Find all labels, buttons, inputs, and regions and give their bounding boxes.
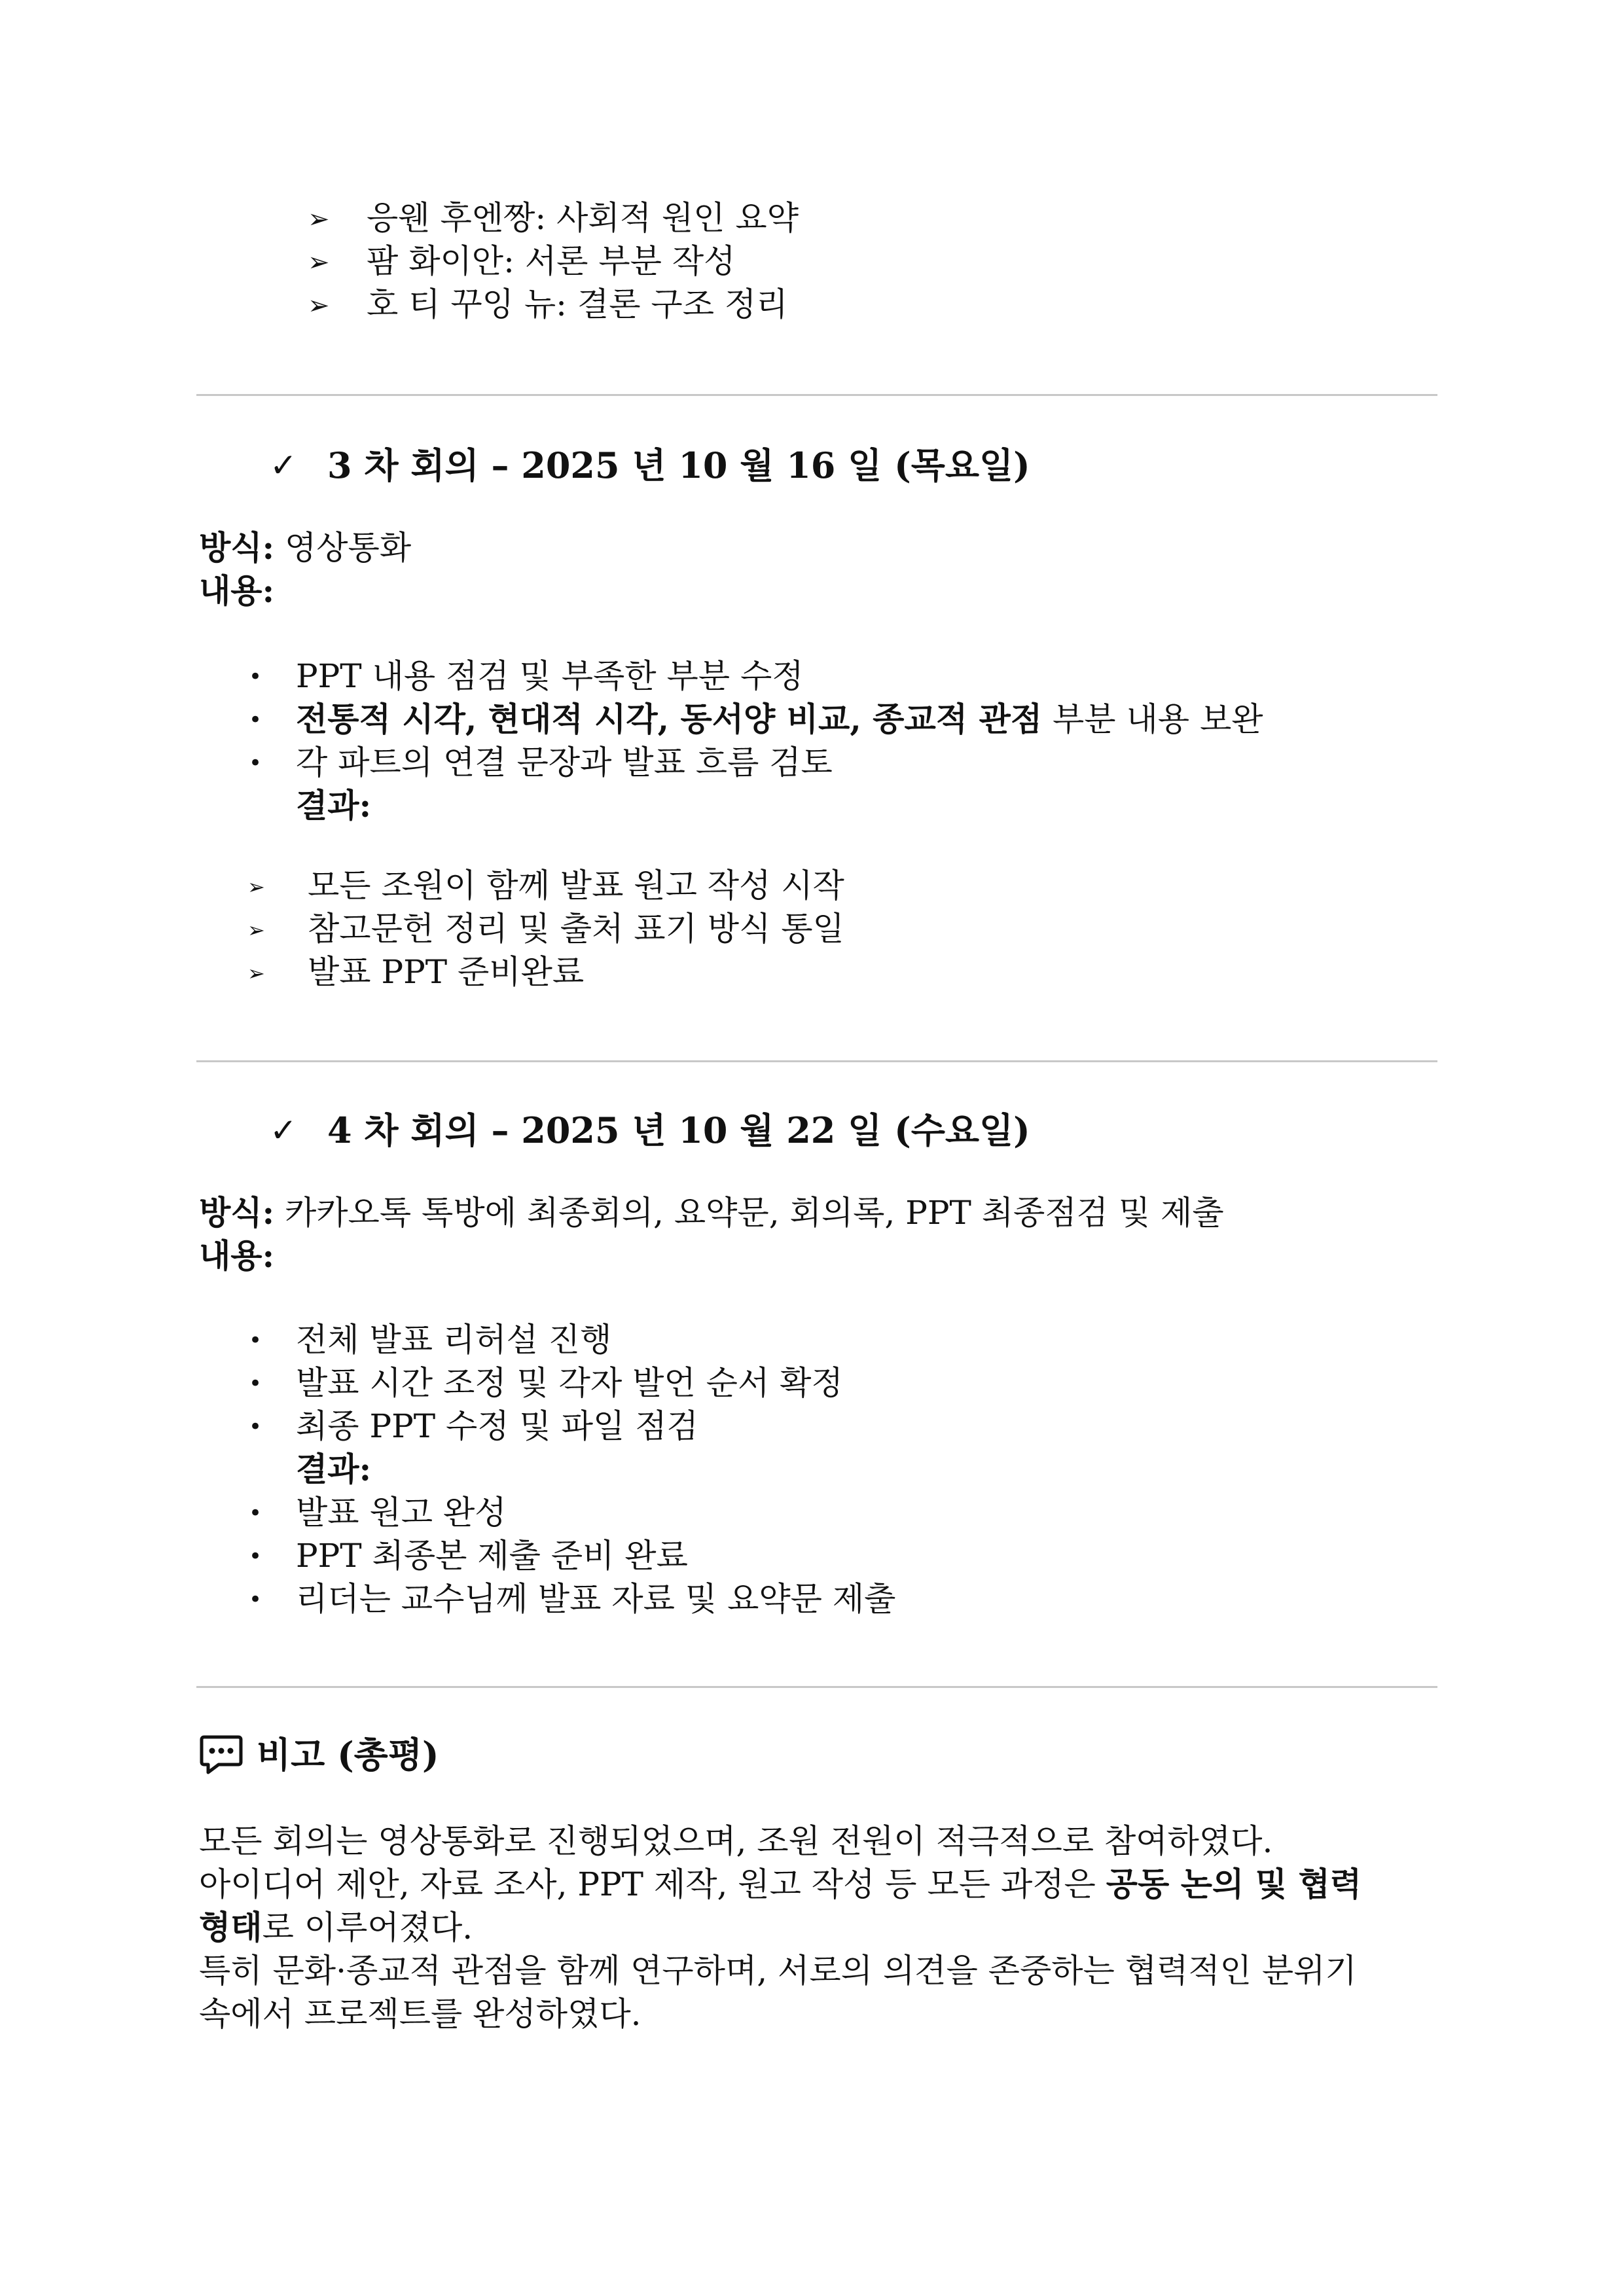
remarks-bold-text: 형태 bbox=[199, 1908, 262, 1946]
assignment-item: 응웬 후엔짱: 사회적 원인 요약 bbox=[367, 199, 799, 237]
arrow-bullet-icon: ➢ bbox=[308, 291, 330, 321]
check-icon: ✓ bbox=[270, 1111, 297, 1149]
meeting4-result-item: PPT 최종본 제출 준비 완료 bbox=[296, 1537, 688, 1575]
remarks-paragraph-line: 특히 문화·종교적 관점을 함께 연구하며, 서로의 의견을 존중하는 협력적인 분위기 bbox=[199, 1952, 1357, 1990]
arrow-bullet-icon: ➢ bbox=[308, 247, 330, 278]
bullet-icon: • bbox=[249, 1414, 262, 1440]
meeting4-method bbox=[199, 1191, 1224, 1234]
remarks-text: 로 이루어졌다. bbox=[262, 1909, 473, 1946]
arrow-bullet-icon: ➢ bbox=[308, 204, 330, 234]
arrow-bullet-icon: ➢ bbox=[247, 961, 265, 986]
meeting3-method bbox=[199, 526, 411, 569]
assignment-item: 팜 화이안: 서론 부분 작성 bbox=[367, 242, 736, 280]
meeting3-content-item: 각 파트의 연결 문장과 발표 흐름 검토 bbox=[296, 744, 833, 781]
bullet-icon: • bbox=[249, 1327, 262, 1354]
method-value: 영상통화 bbox=[274, 529, 412, 567]
assignment-item: 호 티 꾸잉 뉴: 결론 구조 정리 bbox=[367, 285, 788, 323]
remarks-paragraph-line: 속에서 프로젝트를 완성하였다. bbox=[199, 1995, 641, 2033]
meeting3-content-item: PPT 내용 점검 및 부족한 부분 수정 bbox=[296, 657, 804, 695]
remarks-paragraph-line: 모든 회의는 영상통화로 진행되었으며, 조원 전원이 적극적으로 참여하였다. bbox=[199, 1822, 1273, 1860]
arrow-bullet-icon: ➢ bbox=[247, 874, 265, 899]
method-label: 방식: bbox=[199, 1193, 275, 1232]
bullet-icon: • bbox=[249, 664, 262, 690]
remarks-text: 아이디어 제안, 자료 조사, PPT 제작, 원고 작성 등 모든 과정은 bbox=[199, 1865, 1106, 1903]
bullet-icon: • bbox=[249, 1500, 262, 1526]
bullet-icon: • bbox=[249, 1587, 262, 1613]
meeting4-content-item: 전체 발표 리허설 진행 bbox=[296, 1321, 612, 1359]
meeting4-result-item: 리더는 교수님께 발표 자료 및 요약문 제출 bbox=[296, 1580, 896, 1618]
meeting3-title: 3 차 회의 – 2025 년 10 월 16 일 (목요일) bbox=[327, 444, 1030, 486]
meeting3-result-item: 참고문헌 정리 및 출처 표기 방식 통일 bbox=[308, 910, 844, 948]
section-divider bbox=[196, 394, 1437, 396]
meeting3-result-item: 발표 PPT 준비완료 bbox=[308, 953, 585, 991]
content-rest-part: 부분 내용 보완 bbox=[1042, 700, 1263, 738]
meeting3-content-item bbox=[296, 698, 1263, 741]
bullet-icon: • bbox=[249, 750, 262, 776]
remarks-bold-text: 공동 논의 및 협력 bbox=[1106, 1865, 1362, 1903]
meeting4-result-item: 발표 원고 완성 bbox=[296, 1494, 507, 1532]
remarks-title: 비고 (총평) bbox=[257, 1734, 439, 1776]
meeting4-content-label: 내용: bbox=[199, 1236, 275, 1275]
meeting3-result-item: 모든 조원이 함께 발표 원고 작성 시작 bbox=[308, 867, 844, 905]
section-divider bbox=[196, 1686, 1437, 1688]
section-divider bbox=[196, 1060, 1437, 1062]
meeting4-content-item: 최종 PPT 수정 및 파일 점검 bbox=[296, 1407, 698, 1445]
bullet-icon: • bbox=[249, 1371, 262, 1397]
speech-bubble-icon bbox=[199, 1734, 244, 1776]
meeting4-result-label: 결과: bbox=[296, 1450, 372, 1488]
arrow-bullet-icon: ➢ bbox=[247, 918, 265, 942]
remarks-paragraph-line bbox=[199, 1863, 1362, 1906]
meeting4-title: 4 차 회의 – 2025 년 10 월 22 일 (수요일) bbox=[327, 1109, 1030, 1151]
check-icon: ✓ bbox=[270, 446, 297, 484]
meeting3-result-label: 결과: bbox=[296, 786, 372, 825]
method-value: 카카오톡 톡방에 최종회의, 요약문, 회의록, PPT 최종점검 및 제출 bbox=[274, 1194, 1224, 1232]
method-label: 방식: bbox=[199, 528, 275, 567]
bullet-icon: • bbox=[249, 1543, 262, 1570]
meeting3-content-label: 내용: bbox=[199, 571, 275, 610]
content-bold-part: 전통적 시각, 현대적 시각, 동서양 비교, 종교적 관점 bbox=[296, 700, 1043, 738]
bullet-icon: • bbox=[249, 707, 262, 733]
meeting4-content-item: 발표 시간 조정 및 각자 발언 순서 확정 bbox=[296, 1364, 843, 1402]
remarks-paragraph-line bbox=[199, 1906, 473, 1949]
